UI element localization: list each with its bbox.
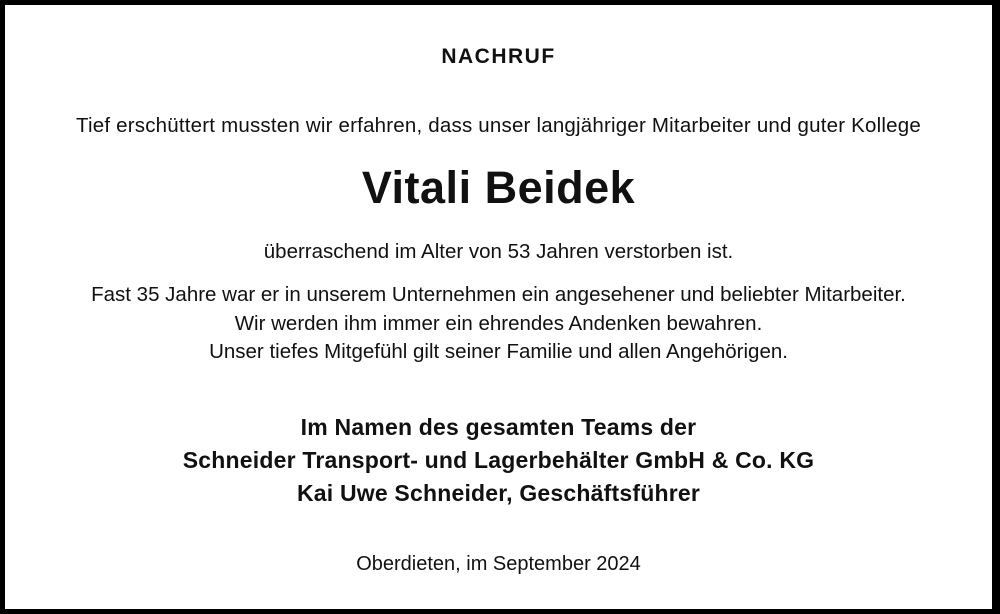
signature-line: Im Namen des gesamten Teams der — [300, 413, 697, 440]
memorial-line: Wir werden ihm immer ein ehrendes Andenken bewahren. — [234, 311, 763, 335]
intro-text: Tief erschüttert mussten wir erfahren, dass unser langjähriger Mitarbeiter und guter Kollege — [76, 114, 921, 137]
deceased-name: Vitali Beidek — [361, 162, 636, 213]
age-statement: überraschend im Alter von 53 Jahren verstorben ist. — [263, 240, 734, 263]
signature-line-company: Schneider Transport- und Lagerbehälter GmbH & Co. KG — [182, 446, 815, 473]
signature-block — [5, 411, 992, 510]
place-and-date: Oberdieten, im September 2024 — [356, 552, 641, 575]
memorial-line: Fast 35 Jahre war er in unserem Unternehmen ein angesehener und beliebter Mitarbeiter. — [91, 283, 906, 306]
notice-header: NACHRUF — [441, 45, 556, 68]
memorial-line: Unser tiefes Mitgefühl gilt seiner Familie und allen Angehörigen. — [209, 340, 788, 363]
memorial-paragraph — [5, 281, 992, 367]
signature-line-managing-director: Kai Uwe Schneider, Geschäftsführer — [296, 479, 701, 506]
